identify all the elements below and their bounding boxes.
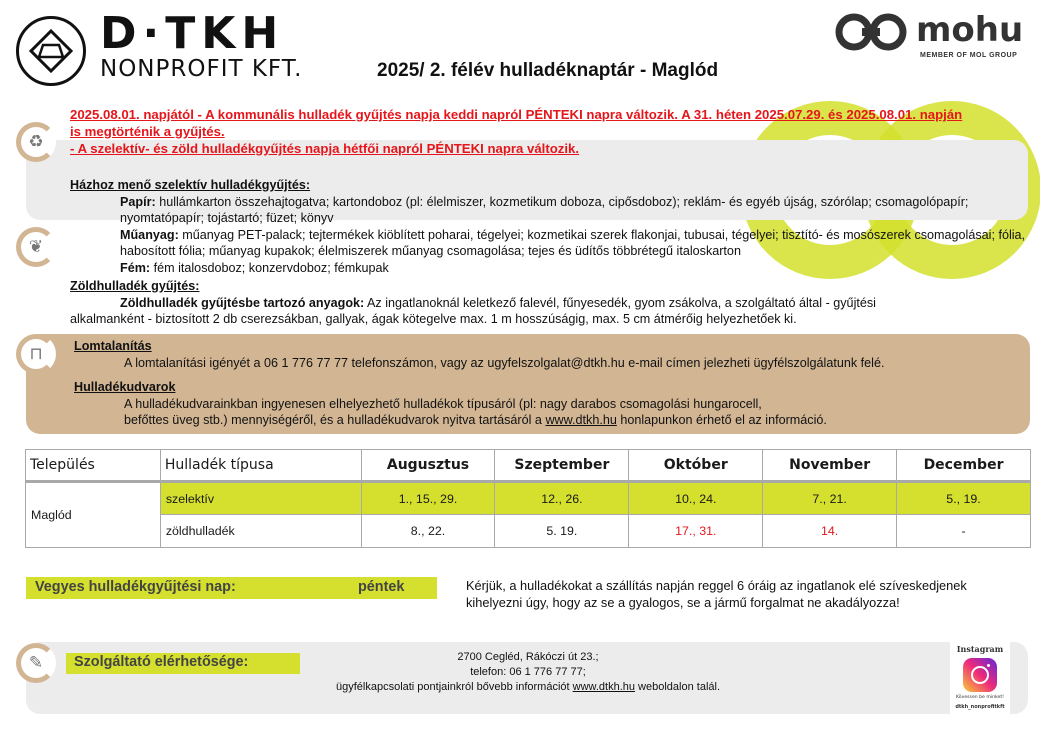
contact-address: 2700 Cegléd, Rákóczi út 23.;: [457, 651, 599, 663]
date-cell: 10., 24.: [629, 482, 763, 515]
item-text: hullámkarton összehajtogatva; kartondoboz (pl: élelmiszer, kozmetikum doboza, cipősdoboz); reklám- és egyéb újság, szórólap; csomagolópapír; nyomtatópapír; tojástartó; füzet; könyv: [120, 194, 969, 226]
mohu-tagline: MEMBER OF MOL GROUP: [920, 52, 1018, 59]
green-text1: Az ingatlanoknál keletkező falevél, fűnyesedék, gyom zsákolva, a szolgáltató által - gyűjtési: [367, 295, 876, 310]
bulky-section: [74, 338, 1014, 429]
yards-text2a: befőttes üveg stb.) mennyiségéről, és a hulladékudvarok nyitva tartásáról a: [124, 413, 546, 428]
item-text: műanyag PET-palack; tejtermékek kiöblített poharai, tégelyei; kozmetikai szerek flakonjai, tubusai, tégelyei; tisztító- és mosószerek csomagolásai; fólia, habosított fólia; műanyag kupakok; élelmiszerek műanyag csomagolása; tejes és üdítős többrétegű italoskarton: [120, 227, 1026, 259]
selective-item-metal: [70, 260, 1028, 277]
settlement-cell: Maglód: [26, 482, 161, 548]
change-notice: [70, 106, 970, 157]
item-label: Műanyag:: [120, 227, 179, 242]
mohu-wordmark: mohu: [916, 10, 1024, 50]
yards-text2: [74, 412, 1014, 429]
contact-website-link[interactable]: www.dtkh.hu: [572, 681, 635, 693]
instagram-handle: dtkh_nonprofitkft: [955, 704, 1005, 710]
waste-type-cell: szelektív: [160, 482, 361, 515]
contact-card-icon: ✎: [16, 643, 56, 683]
green-heading: Zöldhulladék gyűjtés:: [70, 279, 200, 293]
yards-heading: Hulladékudvarok: [74, 380, 176, 395]
collection-calendar-table: [25, 449, 1031, 548]
table-row-selective: [26, 482, 1031, 515]
date-cell: 12., 26.: [495, 482, 629, 515]
bulky-text: A lomtalanítási igényét a 06 1 776 77 77 telefonszámon, vagy az ugyfelszolgalat@dtkh.hu e-mail címen jelezheti ügyfélszolgálatunk felé.: [124, 355, 885, 370]
page-title: 2025/ 2. félév hulladéknaptár - Maglód: [377, 60, 719, 81]
instagram-title: Instagram: [956, 644, 1004, 654]
chair-icon: ⊓: [16, 334, 56, 374]
bulky-heading: Lomtalanítás: [74, 339, 152, 353]
green-section: [70, 278, 1028, 328]
header-august: Augusztus: [361, 450, 495, 482]
header-waste-type: Hulladék típusa: [160, 450, 361, 482]
contact-info-a: ügyfélkapcsolati pontjainkról bővebb információt: [335, 681, 573, 693]
date-cell: 5. 19.: [495, 515, 629, 548]
green-label: Zöldhulladék gyűjtésbe tartozó anyagok:: [120, 295, 365, 310]
table-header-row: [26, 450, 1031, 482]
header-settlement: Település: [26, 450, 161, 482]
contact-phone: telefon: 06 1 776 77 77;: [470, 666, 586, 678]
item-label: Papír:: [120, 194, 156, 209]
header-september: Szeptember: [495, 450, 629, 482]
green-line1: [70, 295, 1028, 312]
selective-item-paper: [70, 194, 1028, 227]
contact-label: Szolgáltató elérhetősége:: [66, 653, 300, 674]
header-december: December: [897, 450, 1031, 482]
instagram-follow-text: Kövessen be minket!: [956, 695, 1004, 700]
green-text2: alkalmanként - biztosított 2 db cserezsákban, gallyak, ágak kötegelve max. 1 m hosszúságig, max. 5 cm átmérőig helyezhetőek ki.: [70, 312, 797, 327]
item-text: fém italosdoboz; konzervdoboz; fémkupak: [153, 260, 389, 275]
header-november: November: [763, 450, 897, 482]
leaf-icon: ❦: [16, 227, 56, 267]
yards-text2b: honlapunkon érhető el az információ.: [616, 413, 827, 428]
mixed-waste-day: péntek: [358, 579, 405, 595]
selective-section: [70, 177, 1028, 277]
date-cell: 8., 22.: [361, 515, 495, 548]
waste-type-cell: zöldhulladék: [160, 515, 361, 548]
placement-request: Kérjük, a hulladékokat a szállítás napján reggel 6 óráig az ingatlanok elé szíveskedjenek kihelyezni úgy, hogy az se a gyalogos, se a jármű forgalmat ne akadályozza!: [466, 578, 967, 610]
dtkh-website-link[interactable]: www.dtkh.hu: [545, 413, 617, 428]
contact-info-b: weboldalon talál.: [635, 681, 721, 693]
selective-item-plastic: [70, 227, 1028, 260]
dtkh-logo: [16, 16, 86, 86]
change-notice-line2: - A szelektív- és zöld hulladékgyűjtés napja hétfői napról PÉNTEKI napra változik.: [70, 141, 580, 156]
contact-details: [290, 650, 766, 695]
contact-info: [290, 680, 766, 695]
mohu-emblem-icon: [832, 12, 912, 52]
brand-name: D·TKH: [100, 8, 285, 59]
date-cell: 17., 31.: [629, 515, 763, 548]
yards-text1: A hulladékudvarainkban ingyenesen elhelyezhető hulladékok típusáról (pl: nagy darabos csomagolási hungarocell,: [124, 396, 762, 411]
date-cell: 7., 21.: [763, 482, 897, 515]
date-cell: 1., 15., 29.: [361, 482, 495, 515]
date-cell: 14.: [763, 515, 897, 548]
brand-subtitle: NONPROFIT KFT.: [100, 56, 303, 82]
instagram-icon[interactable]: [963, 658, 997, 692]
dtkh-emblem-icon: [27, 27, 75, 75]
date-cell: 5., 19.: [897, 482, 1031, 515]
item-label: Fém:: [120, 260, 151, 275]
mohu-logo: [832, 12, 1032, 62]
table-row-green: [26, 515, 1031, 548]
recycle-icon: ♻: [16, 122, 56, 162]
change-notice-line1: 2025.08.01. napjától - A kommunális hulladék gyűjtés napja keddi napról PÉNTEKI napra változik. A 31. héten 2025.07.29. és 2025.08.01. napján is megtörténik a gyűjtés.: [70, 107, 963, 139]
instagram-badge[interactable]: [950, 641, 1010, 715]
selective-heading: Házhoz menő szelektív hulladékgyűjtés:: [70, 178, 311, 192]
mixed-waste-day-box: [26, 577, 437, 599]
mixed-waste-label: Vegyes hulladékgyűjtési nap:: [35, 579, 236, 595]
date-cell: -: [897, 515, 1031, 548]
header-october: Október: [629, 450, 763, 482]
